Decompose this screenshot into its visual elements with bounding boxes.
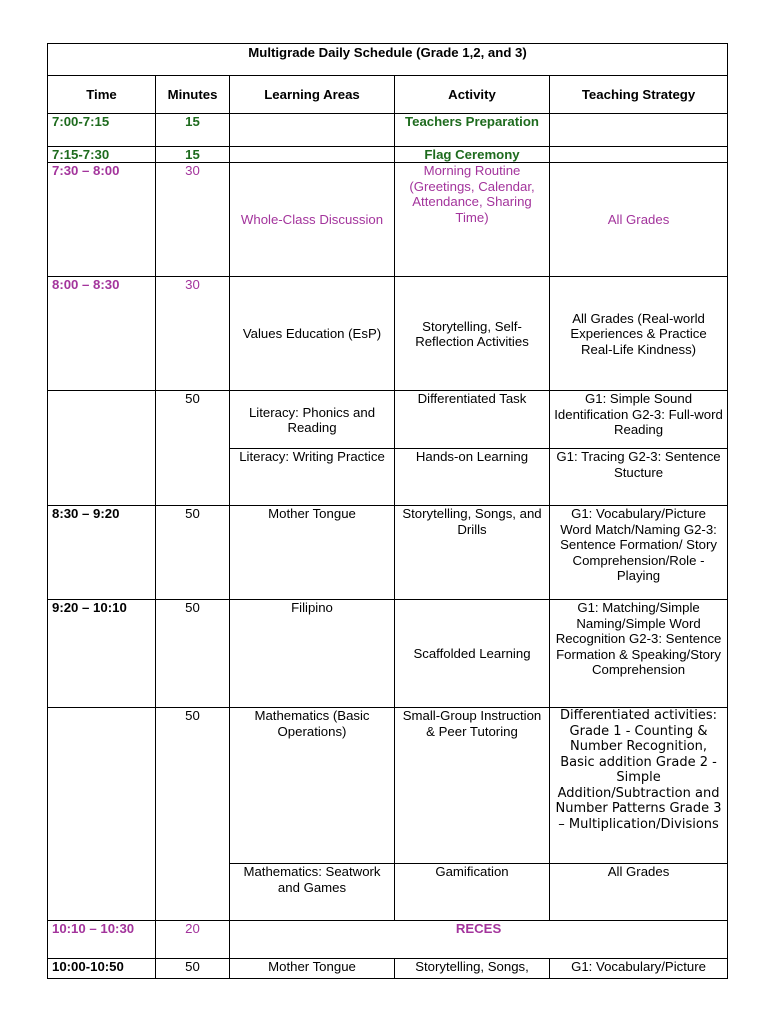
cell-learning-area: Literacy: Writing Practice [230,449,395,506]
table-row [48,114,728,147]
cell-minutes: 30 [156,163,230,277]
header-time: Time [48,76,156,114]
cell-time: 10:10 – 10:30 [48,921,156,959]
header-learning-areas: Learning Areas [230,76,395,114]
cell-strategy: All Grades [550,864,728,921]
table-row [48,147,728,163]
cell-minutes: 50 [156,506,230,600]
cell-minutes: 15 [156,147,230,163]
cell-time: 8:00 – 8:30 [48,277,156,391]
cell-minutes: 30 [156,277,230,391]
cell-learning-area [230,114,395,147]
cell-minutes: 15 [156,114,230,147]
cell-strategy [550,147,728,163]
cell-strategy: G1: Vocabulary/Picture Word Match/Naming G2-3: Sentence Formation/ Story Comprehension/Role - Playing [550,506,728,600]
header-minutes: Minutes [156,76,230,114]
cell-time [48,391,156,506]
cell-strategy: G1: Tracing G2-3: Sentence Stucture [550,449,728,506]
cell-activity: Small-Group Instruction & Peer Tutoring [395,708,550,864]
cell-activity: Storytelling, Songs, and Drills [395,506,550,600]
cell-learning-area: Filipino [230,600,395,708]
cell-activity: Flag Ceremony [395,147,550,163]
table-row [48,391,728,449]
table-row [48,921,728,959]
table-row [48,277,728,391]
cell-activity: Storytelling, Songs, [395,959,550,979]
cell-strategy: G1: Matching/Simple Naming/Simple Word Recognition G2-3: Sentence Formation & Speaking/Story Comprehension [550,600,728,708]
cell-time: 7:00-7:15 [48,114,156,147]
header-row [48,76,728,114]
cell-minutes: 20 [156,921,230,959]
table-row [48,506,728,600]
cell-minutes: 50 [156,391,230,506]
cell-learning-area [230,147,395,163]
cell-time: 7:30 – 8:00 [48,163,156,277]
cell-strategy: G1: Vocabulary/Picture [550,959,728,979]
cell-time: 10:00-10:50 [48,959,156,979]
cell-strategy: Differentiated activities: Grade 1 - Counting & Number Recognition, Basic addition Grade 2 - Simple Addition/Subtraction and Number Patterns Grade 3 – Multiplication/Divisions [550,708,728,864]
cell-activity: Storytelling, Self-Reflection Activities [395,277,550,391]
cell-time: 7:15-7:30 [48,147,156,163]
cell-strategy: All Grades (Real-world Experiences & Practice Real-Life Kindness) [550,277,728,391]
cell-activity: Scaffolded Learning [395,600,550,708]
cell-learning-area: Mother Tongue [230,959,395,979]
cell-minutes: 50 [156,600,230,708]
header-activity: Activity [395,76,550,114]
header-teaching-strategy: Teaching Strategy [550,76,728,114]
table-row [48,959,728,979]
table-row [48,163,728,277]
cell-learning-area: Whole-Class Discussion [230,163,395,277]
schedule-table [47,43,728,979]
cell-learning-area: Mathematics (Basic Operations) [230,708,395,864]
cell-learning-area: Values Education (EsP) [230,277,395,391]
cell-learning-area: Mother Tongue [230,506,395,600]
cell-activity: Differentiated Task [395,391,550,449]
title-row [48,44,728,76]
cell-strategy: All Grades [550,163,728,277]
cell-activity: Hands-on Learning [395,449,550,506]
cell-activity: Morning Routine (Greetings, Calendar, Attendance, Sharing Time) [395,163,550,277]
cell-learning-area: Mathematics: Seatwork and Games [230,864,395,921]
cell-activity: RECES [230,921,728,959]
cell-time: 8:30 – 9:20 [48,506,156,600]
cell-strategy: G1: Simple Sound Identification G2-3: Full-word Reading [550,391,728,449]
cell-activity: Gamification [395,864,550,921]
cell-learning-area: Literacy: Phonics and Reading [230,391,395,449]
table-row [48,708,728,864]
schedule-title: Multigrade Daily Schedule (Grade 1,2, and 3) [48,44,728,76]
cell-minutes: 50 [156,708,230,921]
table-row [48,600,728,708]
cell-time [48,708,156,921]
cell-strategy [550,114,728,147]
cell-time: 9:20 – 10:10 [48,600,156,708]
cell-minutes: 50 [156,959,230,979]
cell-activity: Teachers Preparation [395,114,550,147]
